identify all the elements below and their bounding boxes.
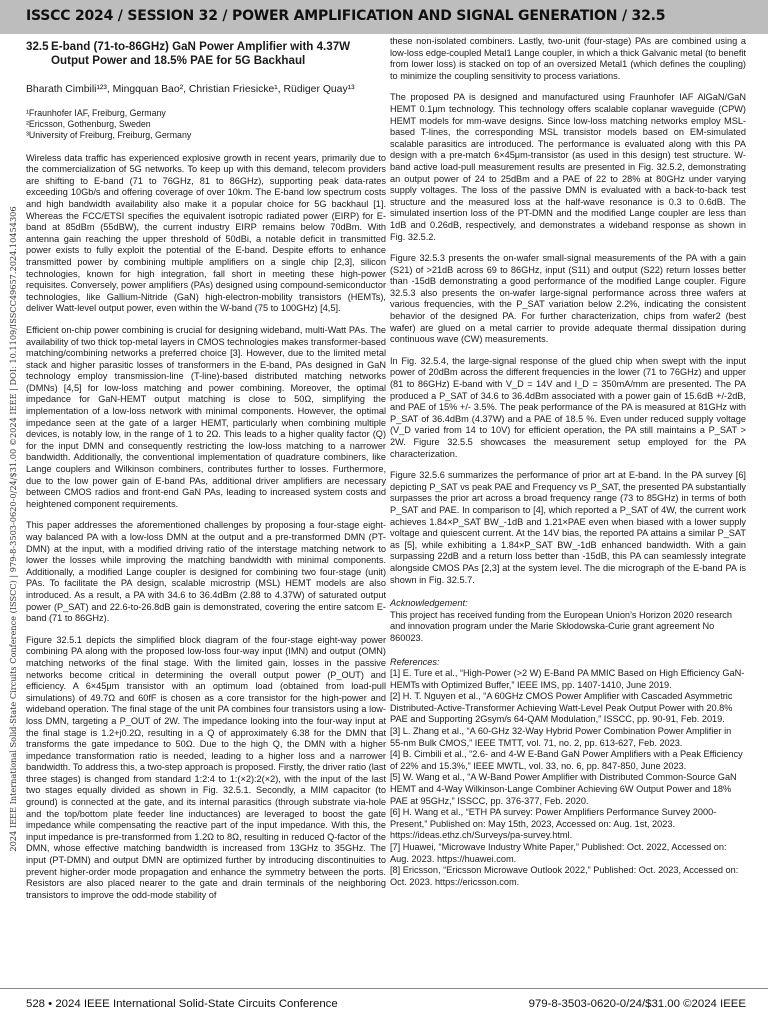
references-heading: References: xyxy=(390,656,440,667)
body-paragraph: these non-isolated combiners. Lastly, two-unit (four-stage) PAs are combined using a low-loss edge-coupled Metal1 Lange coupler, in which a thick Galvanic metal (to benefit from lower loss) is stacked on top of an oversized Metal1 (which defines the coupling) to minimize the coupling sensitivity to process variations. xyxy=(390,36,746,81)
footer-rule xyxy=(0,988,768,989)
body-paragraph: Efficient on-chip power combining is crucial for designing wideband, multi-Watt PAs. The availability of two thick top-metal layers in CMOS technologies makes transformer-based matching/combining networks a preferred choice [3]. However, due to the limited metal stack and higher parasitic losses of transformers in the E-band, PAs designed in GaN technology employ transmission-line (T-line)-based distributed matching networks (DMNs) [4,5] for low-loss matching and power combining. Moreover, the optimal impedance for GaN-HEMT output matching is close to 50Ω, simplifying the implementation of a low-loss network with minimal components. However, the optimal impedance seen at the gate of a larger HEMT, particularly when combining multiple devices, is notably low, in the range of 1 to 2Ω. This leads to a higher quality factor (Q) for the input DMN and consequently restricting the low-loss matching to a narrower bandwidth. Additionally, the conventional implementation of quadrature combiners, like Lange couplers and Wilkinson combiners, contributes further to losses. Furthermore, due to the low power gain of E-band PAs, additional driver amplifiers are necessary between CMOS radios and front-end GaN PAs, leading to increased system costs and heightened component requirements. xyxy=(26,324,386,509)
doi-sidebar-text: 2024 IEEE International Solid-State Circuits Conference (ISSCC) | 979-8-3503-0620-0/24/$31.00 ©2024 IEEE | DOI: 10.1109/ISSCC49657.2024.10454306 xyxy=(8,206,18,852)
reference-item: [5] W. Wang et al., “A W-Band Power Amplifier with Distributed Common-Source GaN HEMT and 4-Way Wilkinson-Lange Combiner Achieving 6W Output Power and 18% PAE at 95GHz,” ISSCC, pp. 376-377, Feb. 2020. xyxy=(390,772,737,806)
reference-item: [2] H. T. Nguyen et al., “A 60GHz CMOS Power Amplifier with Cascaded Asymmetric Distributed-Active-Transformer Achieving Watt-Level Peak Output Power with 20.8% PAE and Supporting 2Gsym/s 64-QAM Modulation,” ISSCC, pp. 90-91, Feb. 2019. xyxy=(390,691,733,725)
acknowledgement-text: This project has received funding from the European Union’s Horizon 2020 research and innovation program under the Marie Skłodowska-Curie grant agreement No 860023. xyxy=(390,609,733,643)
footer-page-info: 528 • 2024 IEEE International Solid-State Circuits Conference xyxy=(26,998,338,1010)
doi-sidebar xyxy=(6,166,20,896)
affiliations xyxy=(26,108,386,141)
reference-list xyxy=(390,668,746,888)
paper-number: 32.5 xyxy=(26,40,49,53)
paper-title xyxy=(26,40,386,68)
affiliation: ²Ericsson, Gothenburg, Sweden xyxy=(26,118,151,129)
body-paragraph: Wireless data traffic has experienced explosive growth in recent years, primarily due to the commercialization of 5G networks. To keep up with this demand, telecom providers are shifting to E-band (71 to 76GHz, 81 to 86GHz), supporting peak data-rates exceeding 10Gb/s and offering coverage of over 10km. The E-band low spectrum costs and high bandwidth availability also make it a popular choice for 5G backhaul [1]. Whereas the FCC/ETSI specifies the equivalent isotropic radiated power (EIRP) for E-band at 85dBm (55dBW), the current industry EIRP remains below 70dBm. With antenna gain reaching the upper threshold of 50dBi, a notable deficit in transmitted power exists to fully exploit the potential of the E-band. Despite efforts to enhance transmitted power by combining multiple amplifiers on a single chip [2,3], silicon technologies, known for high integration, fall short in meeting these high-power requisites. Conversely, power amplifiers (PAs) designed using compound-semiconductor technologies, like Gallium-Nitride (GaN) high-electron-mobility transistors (HEMTs), deliver Watt-level output power, even within the W-band (75 to 100GHz) [4,5]. xyxy=(26,152,386,314)
reference-item: [1] E. Ture et al., “High-Power (>2 W) E-Band PA MMIC Based on High Efficiency GaN-HEMTs with Optimized Buffer,” IEEE IMS, pp. 1407-1410, June 2019. xyxy=(390,668,745,690)
reference-item: [8] Ericsson, “Ericsson Microwave Outlook 2022,” Published: Oct. 2023, Accessed on: Oct. 2023. https://ericsson.com. xyxy=(390,865,739,887)
session-header-text: ISSCC 2024 / SESSION 32 / POWER AMPLIFICATION AND SIGNAL GENERATION / 32.5 xyxy=(26,8,666,24)
body-paragraph: This paper addresses the aforementioned challenges by proposing a four-stage eight-way balanced PA with a low-loss DMN at the output and a pre-transformed DMN (PT-DMN) at the input, with a modified driving ratio of the interstage matching network to lower the losses while improving the matching bandwidth with minimal components. Additionally, a modified Lange coupler is designed for combining two four-stage (unit) PAs. To facilitate the PA design, scalable microstrip (MSL) HEMT models are also introduced. As a result, a PA with 34.6 to 36.4dBm (2.88 to 4.37W) of saturated output power (P_SAT) and 22.6-to-26.8dB gain is demonstrated, covering the entire satcom E-band (71 to 86GHz). xyxy=(26,520,386,624)
left-column xyxy=(26,36,386,911)
body-paragraph: Figure 32.5.6 summarizes the performance of prior art at E-band. In the PA survey [6] depicting P_SAT vs peak PAE and Frequency vs P_SAT, the presented PA substantially surpasses the prior art across a broad frequency range (73 to 85GHz) in terms of both P_SAT and PAE. In comparison to [4], which reported a P_SAT of 4W, the current work achieves 1.84×P_SAT BW_-1dB and 1.21×PAE even when biased with a lower supply voltage and quiescent current. At the 14V bias, the reported PA attains a similar P_SAT as [5], while exhibiting a 1.84×P_SAT BW_-1dB enhanced bandwidth. With a gain surpassing 22dB and a return loss better than -15dB, this PA can seamlessly integrate alongside CMOS PAs [2,3] at the system level. The die micrograph of the E-band PA is shown in Fig. 32.5.7. xyxy=(390,470,746,585)
body-paragraph: Figure 32.5.3 presents the on-wafer small-signal measurements of the PA with a gain (S21) of >21dB across 69 to 86GHz, input (S11) and output (S22) return losses better than -15dB demonstrating a good performance of the modified Lange coupler. Figure 32.5.3 also presents the on-wafer large-signal performance across three wafers at various frequencies, with the P_SAT variation below 2.2%, indicating the consistent behavior of the designed PA. For further characterization, chips from wafer2 (best wafer) are glued on a metal carrier to provide adequate thermal dissipation during continuous wave (CW) measurements. xyxy=(390,253,746,345)
affiliation: ¹Fraunhofer IAF, Freiburg, Germany xyxy=(26,107,166,118)
body-paragraph: Figure 32.5.1 depicts the simplified block diagram of the four-stage eight-way power combining PA along with the proposed low-loss four-way input (IMN) and output (OMN) matching networks of the final stage. With the limited gain, losses in the passive networks become critical in determining the overall output power (P_OUT) and efficiency. A 6×45μm transistor with an optimum load (obtained from load-pull simulations) of 49.7Ω and 60fF is chosen as a core transistor for the high-power and wideband operation. The final stage of the unit PA combines four transistors using a low-loss DMN, targeting a P_OUT of 2W. The impedance looking into the four-way input at the final stage is 1.2+j0.2Ω, resulting in a Q of approximately 6.38 for the DMN that transforms the gate impedance to 50Ω. Due to the high Q, the DMN with a higher impedance transformation ratio is needed, leading to a higher loss and a narrower bandwidth. To address this, a two-step approach is proposed. Firstly, the driver ratio (last three stages) is changed from standard 1:2:4 to 1:(×2):2(×2), with the input of the last two stages equally divided as shown in Fig. 32.5.1. Secondly, a MIM capacitor (to ground) is connected at the gate, and its internal parasitics (through substrate via-hole and the top/bottom plate feeder line inductances) are leveraged to boost the gate impedance while compensating the reactive part of the input impedance. With this, the input impedance is pre-transformed from 1.2Ω to 8Ω, resulting in reduced Q-factor of the DMN, whose effective matching bandwidth is increased from 13GHz to 35GHz. The input (PT-DMN) and output DMN are optimized further by introducing discontinuities to prevent higher-order mode propagation and enhance the symmetry between the ports. Resistors are also placed nearer to the gate and drain terminals of the neighboring transistors to improve the odd-mode stability of xyxy=(26,634,386,900)
reference-item: [7] Huawei, “Microwave Industry White Paper,” Published: Oct. 2022, Accessed on: Aug. 2023. https://huawei.com. xyxy=(390,842,727,864)
right-column xyxy=(390,36,746,888)
affiliation: ³University of Freiburg, Freiburg, Germany xyxy=(26,129,192,140)
author-list: Bharath Cimbili¹²³, Mingquan Bao², Christian Friesicke¹, Rüdiger Quay¹³ xyxy=(26,84,355,95)
reference-item: [3] L. Zhang et al., “A 60-GHz 32-Way Hybrid Power Combination Power Amplifier in 55-nm Bulk CMOS,” IEEE TMTT, vol. 71, no. 2, pp. 613-627, Feb. 2023. xyxy=(390,726,732,748)
reference-item: [6] H. Wang et al., “ETH PA survey: Power Amplifiers Performance Survey 2000-Present,” Published on: May 15th, 2023, Accessed on: Aug. 1st, 2023. https://ideas.ethz.ch/Surveys/pa-survey.html. xyxy=(390,807,717,841)
footer-copyright: 979-8-3503-0620-0/24/$31.00 ©2024 IEEE xyxy=(528,998,746,1010)
paper-title-text: E-band (71-to-86GHz) GaN Power Amplifier with 4.37W Output Power and 18.5% PAE for 5G Backhaul xyxy=(51,40,351,67)
reference-item: [4] B. Cimbili et al., “2.6- and 4-W E-Band GaN Power Amplifiers with a Peak Efficiency of 22% and 15.3%,” IEEE MWTL, vol. 33, no. 6, pp. 847-850, June 2023. xyxy=(390,749,743,771)
acknowledgement-heading: Acknowledgement: xyxy=(390,598,468,609)
body-paragraph: The proposed PA is designed and manufactured using Fraunhofer IAF AlGaN/GaN HEMT 0.1μm technology. This technology offers scalable coplanar waveguide (CPW) HEMT models for mm-wave designs. Since low-loss matching networks employ MSL-based T-lines, the corresponding MSL transistor models based on EM-simulated scalable parasitics are introduced. The performance is evaluated along with this PA design with a pre-match 6×45μm-transistor (as used in this design) test structure. W-band active load-pull measurement results are presented in Fig. 32.5.2, demonstrating an output power of 24 to 25dBm and a PAE of 22 to 28% at 80GHz under varying supply voltages. The loss of the passive DMN is evaluated with a back-to-back test structure and the measured loss at the half-wave resonance is 0.3 to 0.6dB. The simulated insertion loss of the PT-DMN and the modified Lange coupler are less than 1dB and 0.26dB, respectively, and demonstrates a wideband response as shown in Fig. 32.5.2. xyxy=(390,92,746,242)
body-paragraph: In Fig. 32.5.4, the large-signal response of the glued chip when swept with the input power of 20dBm across the different frequencies in the lower (71 to 76GHz) and upper (81 to 86GHz) E-band with V_D = 14V and I_D = 350mA/mm are presented. The PA produced a P_SAT of 34.6 to 36.4dBm associated with a power gain of 15.6dB +/-2dB, and PAE of 15% +/- 3.5%. The peak performance of the PA is measured at 81GHz with P_SAT of 36.4dBm (4.37W) and a PAE of 18.5 %. Even under reduced supply voltage (V_D varied from 14 to 10V) for efficient operation, the PA still maintains a P_SAT > 2W. Figure 32.5.5 showcases the measurement setup employed for the PA characterization. xyxy=(390,355,746,459)
session-header-bar xyxy=(0,0,768,34)
